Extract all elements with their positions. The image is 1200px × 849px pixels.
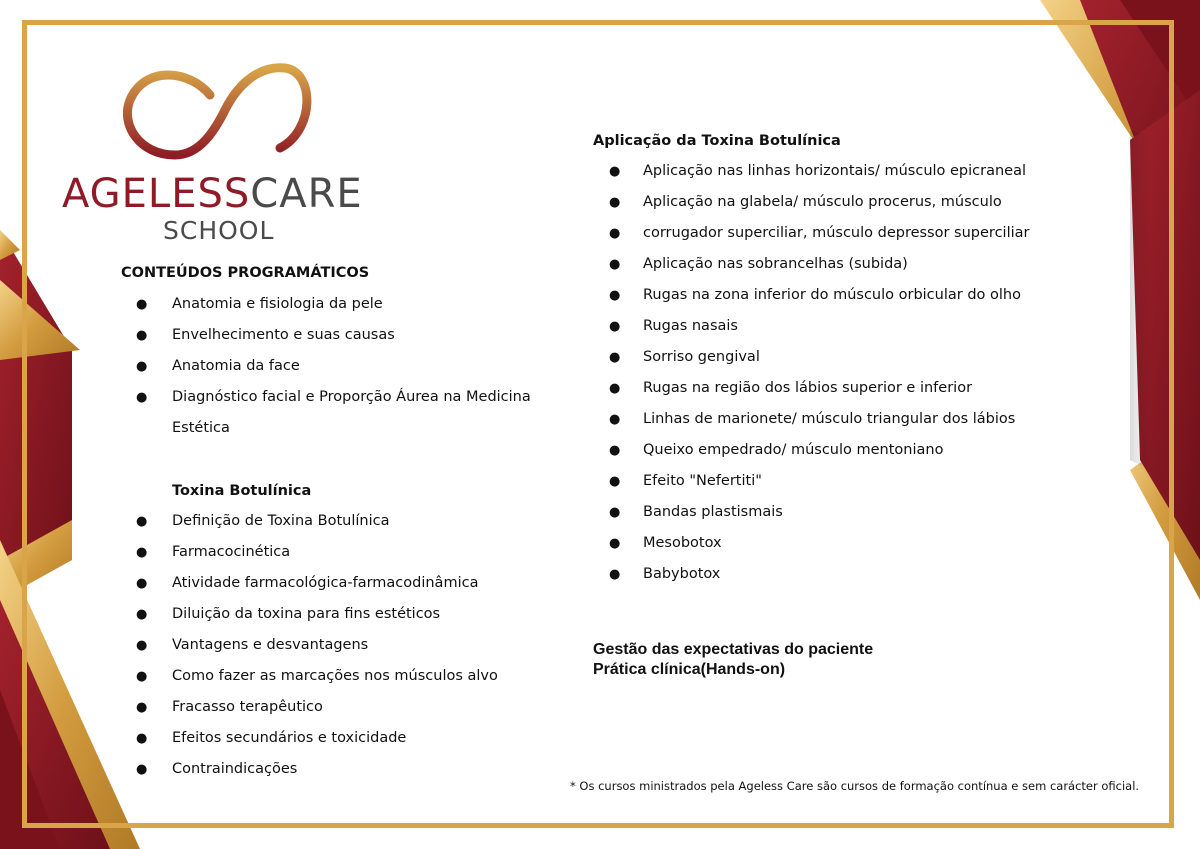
bullet-icon: ● <box>609 536 621 551</box>
list-item: ● Envelhecimento e suas causas <box>136 320 531 351</box>
list-item: ● Mesobotox <box>609 528 1029 559</box>
bullet-icon: ● <box>609 443 621 458</box>
list-item: ● Anatomia da face <box>136 351 531 382</box>
list-item: ● Linhas de marionete/ músculo triangular dos lábios <box>609 404 1029 435</box>
logo-word-care: CARE <box>250 171 363 217</box>
bullet-icon: ● <box>609 474 621 489</box>
list-item: ● Sorriso gengival <box>609 342 1029 373</box>
hands-on-line: Prática clínica(Hands-on) <box>593 661 786 678</box>
bullet-icon: ● <box>609 412 621 427</box>
bullet-icon: ● <box>136 669 148 684</box>
list-item: ● Diagnóstico facial e Proporção Áurea na Medicina <box>136 382 531 413</box>
bullet-icon: ● <box>136 700 148 715</box>
left-list <box>136 289 531 444</box>
list-item: ● Rugas na região dos lábios superior e inferior <box>609 373 1029 404</box>
bullet-icon: ● <box>136 328 148 343</box>
bullet-icon: ● <box>136 762 148 777</box>
list-item: ● Vantagens e desvantagens <box>136 630 498 661</box>
list-item: ● Anatomia e fisiologia da pele <box>136 289 531 320</box>
bullet-icon: ● <box>136 390 148 405</box>
bullet-icon: ● <box>609 505 621 520</box>
logo-word-ageless: AGELESS <box>62 171 251 217</box>
list-item: ● Queixo empedrado/ músculo mentoniano <box>609 435 1029 466</box>
logo-wordmark <box>62 171 382 217</box>
list-item: ● Como fazer as marcações nos músculos alvo <box>136 661 498 692</box>
list-item: ● Contraindicações <box>136 754 498 785</box>
list-item: ● Aplicação nas linhas horizontais/ músculo epicraneal <box>609 156 1029 187</box>
toxina-heading: Toxina Botulínica <box>172 483 312 499</box>
bullet-icon: ● <box>136 731 148 746</box>
bullet-icon: ● <box>609 350 621 365</box>
bullet-icon: ● <box>609 381 621 396</box>
list-item-continuation: Estética <box>172 420 230 436</box>
expectations-line: Gestão das expectativas do paciente <box>593 641 874 658</box>
bullet-icon: ● <box>609 164 621 179</box>
bullet-icon: ● <box>609 567 621 582</box>
list-item: ● Efeito "Nefertiti" <box>609 466 1029 497</box>
list-item: ● Aplicação nas sobrancelhas (subida) <box>609 249 1029 280</box>
bullet-icon: ● <box>136 297 148 312</box>
logo-subtitle: SCHOOL <box>163 216 275 245</box>
bullet-icon: ● <box>609 257 621 272</box>
list-item: ● corrugador superciliar, músculo depressor superciliar <box>609 218 1029 249</box>
list-item: ● Diluição da toxina para fins estéticos <box>136 599 498 630</box>
bullet-icon: ● <box>136 576 148 591</box>
bullet-icon: ● <box>136 514 148 529</box>
list-item: ● Bandas plastismais <box>609 497 1029 528</box>
toxina-list <box>136 506 498 785</box>
list-item: ● Rugas na zona inferior do músculo orbicular do olho <box>609 280 1029 311</box>
bullet-icon: ● <box>136 607 148 622</box>
list-item: ● Definição de Toxina Botulínica <box>136 506 498 537</box>
right-heading: Aplicação da Toxina Botulínica <box>593 133 841 149</box>
bullet-icon: ● <box>609 195 621 210</box>
bullet-icon: ● <box>136 359 148 374</box>
bullet-icon: ● <box>609 226 621 241</box>
bullet-icon: ● <box>136 545 148 560</box>
bullet-icon: ● <box>609 319 621 334</box>
list-item: ● Babybotox <box>609 559 1029 590</box>
list-item: ● Atividade farmacológica-farmacodinâmica <box>136 568 498 599</box>
list-item: ● Efeitos secundários e toxicidade <box>136 723 498 754</box>
bullet-icon: ● <box>609 288 621 303</box>
list-item: ● Rugas nasais <box>609 311 1029 342</box>
bullet-icon: ● <box>136 638 148 653</box>
list-item: ● Farmacocinética <box>136 537 498 568</box>
left-heading: CONTEÚDOS PROGRAMÁTICOS <box>121 265 370 281</box>
list-item: ● Fracasso terapêutico <box>136 692 498 723</box>
right-list <box>609 156 1029 590</box>
footnote: * Os cursos ministrados pela Ageless Care são cursos de formação contínua e sem carácter oficial. <box>570 779 1140 793</box>
list-item: ● Aplicação na glabela/ músculo procerus, músculo <box>609 187 1029 218</box>
